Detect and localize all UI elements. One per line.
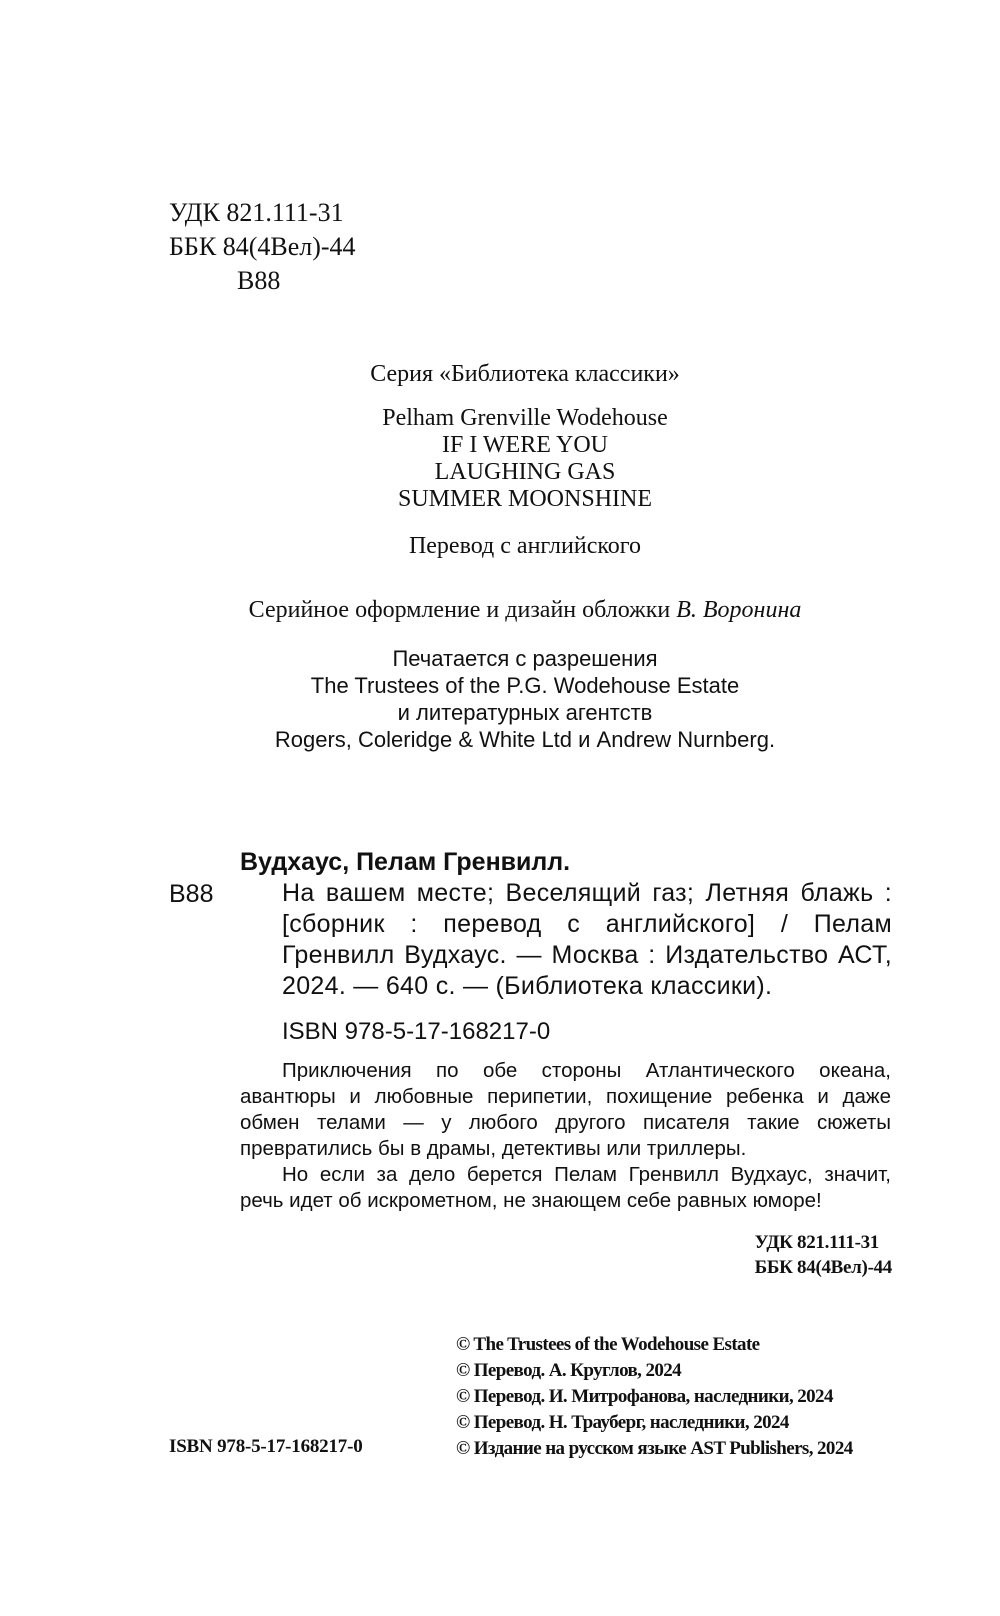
copyright-line-1: © The Trustees of the Wodehouse Estate xyxy=(456,1334,760,1355)
record-author-mark: В88 xyxy=(169,880,214,908)
original-title-2: LAUGHING GAS xyxy=(434,459,616,485)
record-author-heading: Вудхаус, Пелам Гренвилл. xyxy=(240,848,571,876)
permission-line-1: Печатается с разрешения xyxy=(392,646,658,671)
bbk-code: ББК 84(4Вел)-44 xyxy=(169,232,356,261)
record-description: На вашем месте; Веселящий газ; Летняя блажь : [сборник : перевод с английского] / Пелам Гренвилл Вудхаус. — Москва : Издательство АСТ, 2024. — 640 с. — (Библиотека классики). xyxy=(282,879,892,1000)
original-title-1: IF I WERE YOU xyxy=(442,432,608,458)
copyright-block xyxy=(456,1332,853,1462)
record-annotation xyxy=(240,1058,891,1214)
permission-notice xyxy=(170,645,880,753)
udk-code: УДК 821.111-31 xyxy=(169,198,344,227)
bottom-isbn: ISBN 978-5-17-168217-0 xyxy=(169,1436,363,1457)
designer-name: В. Воронина xyxy=(676,597,802,623)
original-title-3: SUMMER MOONSHINE xyxy=(397,486,653,512)
annotation-paragraph-1: Приключения по обе стороны Атлантического океана, авантюры и любовные перипетии, похищение ребенка и даже обмен телами — у любого другого писателя такие сюжеты превратились бы в драмы, детективы или триллеры. xyxy=(240,1059,891,1160)
record-bbk: ББК 84(4Вел)-44 xyxy=(754,1257,892,1278)
original-edition xyxy=(170,405,880,513)
design-credit xyxy=(170,597,880,624)
author-mark: В88 xyxy=(237,266,281,295)
record-isbn: ISBN 978-5-17-168217-0 xyxy=(282,1018,551,1045)
translation-note: Перевод с английского xyxy=(408,533,642,559)
design-credit-text: Серийное оформление и дизайн обложки xyxy=(248,597,671,623)
record-udk: УДК 821.111-31 xyxy=(754,1232,879,1253)
copyright-line-5: © Издание на русском языке AST Publishers, 2024 xyxy=(456,1438,853,1459)
record-classification-codes xyxy=(755,1230,892,1280)
annotation-paragraph-2: Но если за дело берется Пелам Гренвилл Вудхаус, значит, речь идет об искрометном, не знающем себе равных юморе! xyxy=(240,1163,891,1212)
series-title: Серия «Библиотека классики» xyxy=(370,361,680,387)
top-classification-codes xyxy=(169,196,356,298)
permission-line-4: Rogers, Coleridge & White Ltd и Andrew Nurnberg. xyxy=(274,727,776,752)
copyright-line-2: © Перевод. А. Круглов, 2024 xyxy=(456,1360,682,1381)
permission-line-3: и литературных агентств xyxy=(397,700,653,725)
copyright-line-3: © Перевод. И. Митрофанова, наследники, 2024 xyxy=(456,1386,833,1407)
copyright-line-4: © Перевод. Н. Трауберг, наследники, 2024 xyxy=(456,1412,789,1433)
original-author: Pelham Grenville Wodehouse xyxy=(382,405,668,431)
permission-line-2: The Trustees of the P.G. Wodehouse Estate xyxy=(310,673,740,698)
